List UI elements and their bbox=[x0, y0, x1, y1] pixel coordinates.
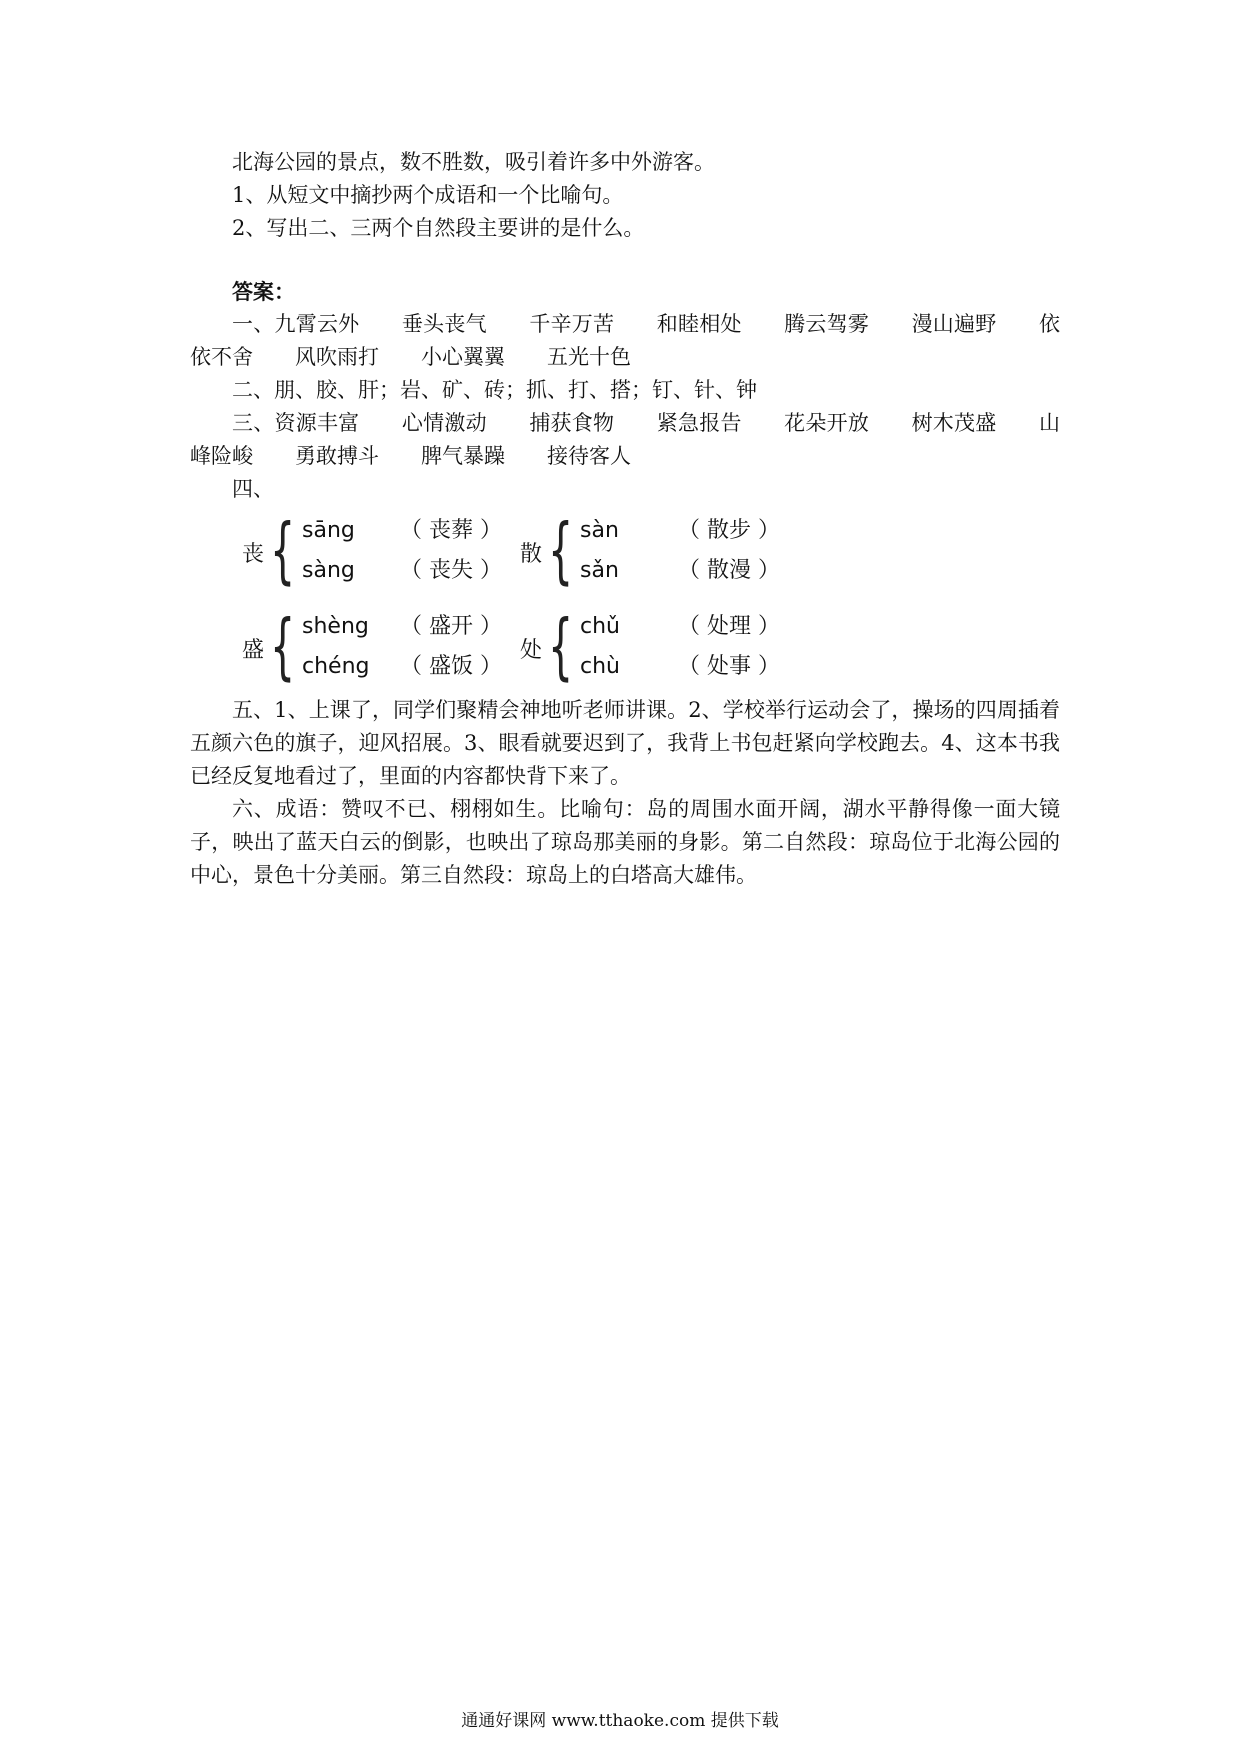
reading-row bbox=[302, 554, 502, 587]
brace-icon: { bbox=[270, 604, 296, 688]
pinyin: sāng bbox=[302, 518, 355, 543]
answer-heading: 答案： bbox=[232, 279, 295, 304]
pinyin: sàng bbox=[302, 558, 355, 583]
example-word: （ 丧葬 ） bbox=[400, 518, 502, 543]
polyphone-char: 散 bbox=[520, 542, 543, 567]
pinyin: shèng bbox=[302, 614, 369, 639]
answer-five: 五、1、上课了，同学们聚精会神地听老师讲课。2、学校举行运动会了，操场的四周插着五颜六色的旗子，迎风招展。3、眼看就要迟到了，我背上书包赶紧向学校跑去。4、这本书我已经反复地看过了，里面的内容都快背下来了。 bbox=[190, 698, 1060, 788]
question-1: 1、从短文中摘抄两个成语和一个比喻句。 bbox=[232, 183, 624, 207]
brace-icon: { bbox=[548, 604, 574, 688]
example-word: （ 处事 ） bbox=[678, 654, 780, 679]
polyphone-group bbox=[520, 604, 780, 690]
reading-row bbox=[580, 610, 780, 643]
answer-three: 三、资源丰富 心情激动 捕获食物 紧急报告 花朵开放 树木茂盛 山峰险峻 勇敢搏斗 脾气暴躁 接待客人 bbox=[190, 411, 1060, 468]
brace-icon: { bbox=[548, 508, 574, 592]
reading-row bbox=[580, 514, 780, 547]
pinyin: sǎn bbox=[580, 558, 619, 583]
pinyin: chéng bbox=[302, 654, 370, 679]
polyphone-group bbox=[242, 508, 502, 594]
pinyin: sàn bbox=[580, 518, 619, 543]
reading-row bbox=[302, 650, 502, 683]
pinyin: chǔ bbox=[580, 614, 620, 639]
reading-row bbox=[580, 554, 780, 587]
example-word: （ 丧失 ） bbox=[400, 558, 502, 583]
example-word: （ 处理 ） bbox=[678, 614, 780, 639]
example-word: （ 盛开 ） bbox=[400, 614, 502, 639]
example-word: （ 盛饭 ） bbox=[400, 654, 502, 679]
polyphone-char: 丧 bbox=[242, 542, 265, 567]
reading-row bbox=[580, 650, 780, 683]
document-body bbox=[190, 146, 1060, 892]
answer-one: 一、九霄云外 垂头丧气 千辛万苦 和睦相处 腾云驾雾 漫山遍野 依依不舍 风吹雨打 小心翼翼 五光十色 bbox=[190, 312, 1060, 369]
page-footer: 通通好课网 www.tthaoke.com 提供下载 bbox=[461, 1711, 779, 1731]
polyphone-section bbox=[190, 508, 1060, 694]
example-word: （ 散漫 ） bbox=[678, 558, 780, 583]
polyphone-group bbox=[242, 604, 502, 690]
polyphone-group bbox=[520, 508, 780, 594]
answer-four-label: 四、 bbox=[232, 477, 274, 501]
reading-row bbox=[302, 514, 502, 547]
answer-six: 六、成语：赞叹不已、栩栩如生。比喻句：岛的周围水面开阔，湖水平静得像一面大镜子，映出了蓝天白云的倒影，也映出了琼岛那美丽的身影。第二自然段：琼岛位于北海公园的中心，景色十分美丽。第三自然段：琼岛上的白塔高大雄伟。 bbox=[190, 797, 1060, 887]
pinyin: chù bbox=[580, 654, 620, 679]
intro-paragraph: 北海公园的景点，数不胜数，吸引着许多中外游客。 bbox=[232, 150, 715, 174]
polyphone-char: 盛 bbox=[242, 638, 265, 663]
polyphone-char: 处 bbox=[520, 638, 543, 663]
answer-two: 二、朋、胶、肝；岩、矿、砖；抓、打、搭；钉、针、钟 bbox=[232, 378, 757, 402]
brace-icon: { bbox=[270, 508, 296, 592]
question-2: 2、写出二、三两个自然段主要讲的是什么。 bbox=[232, 216, 645, 240]
example-word: （ 散步 ） bbox=[678, 518, 780, 543]
reading-row bbox=[302, 610, 502, 643]
